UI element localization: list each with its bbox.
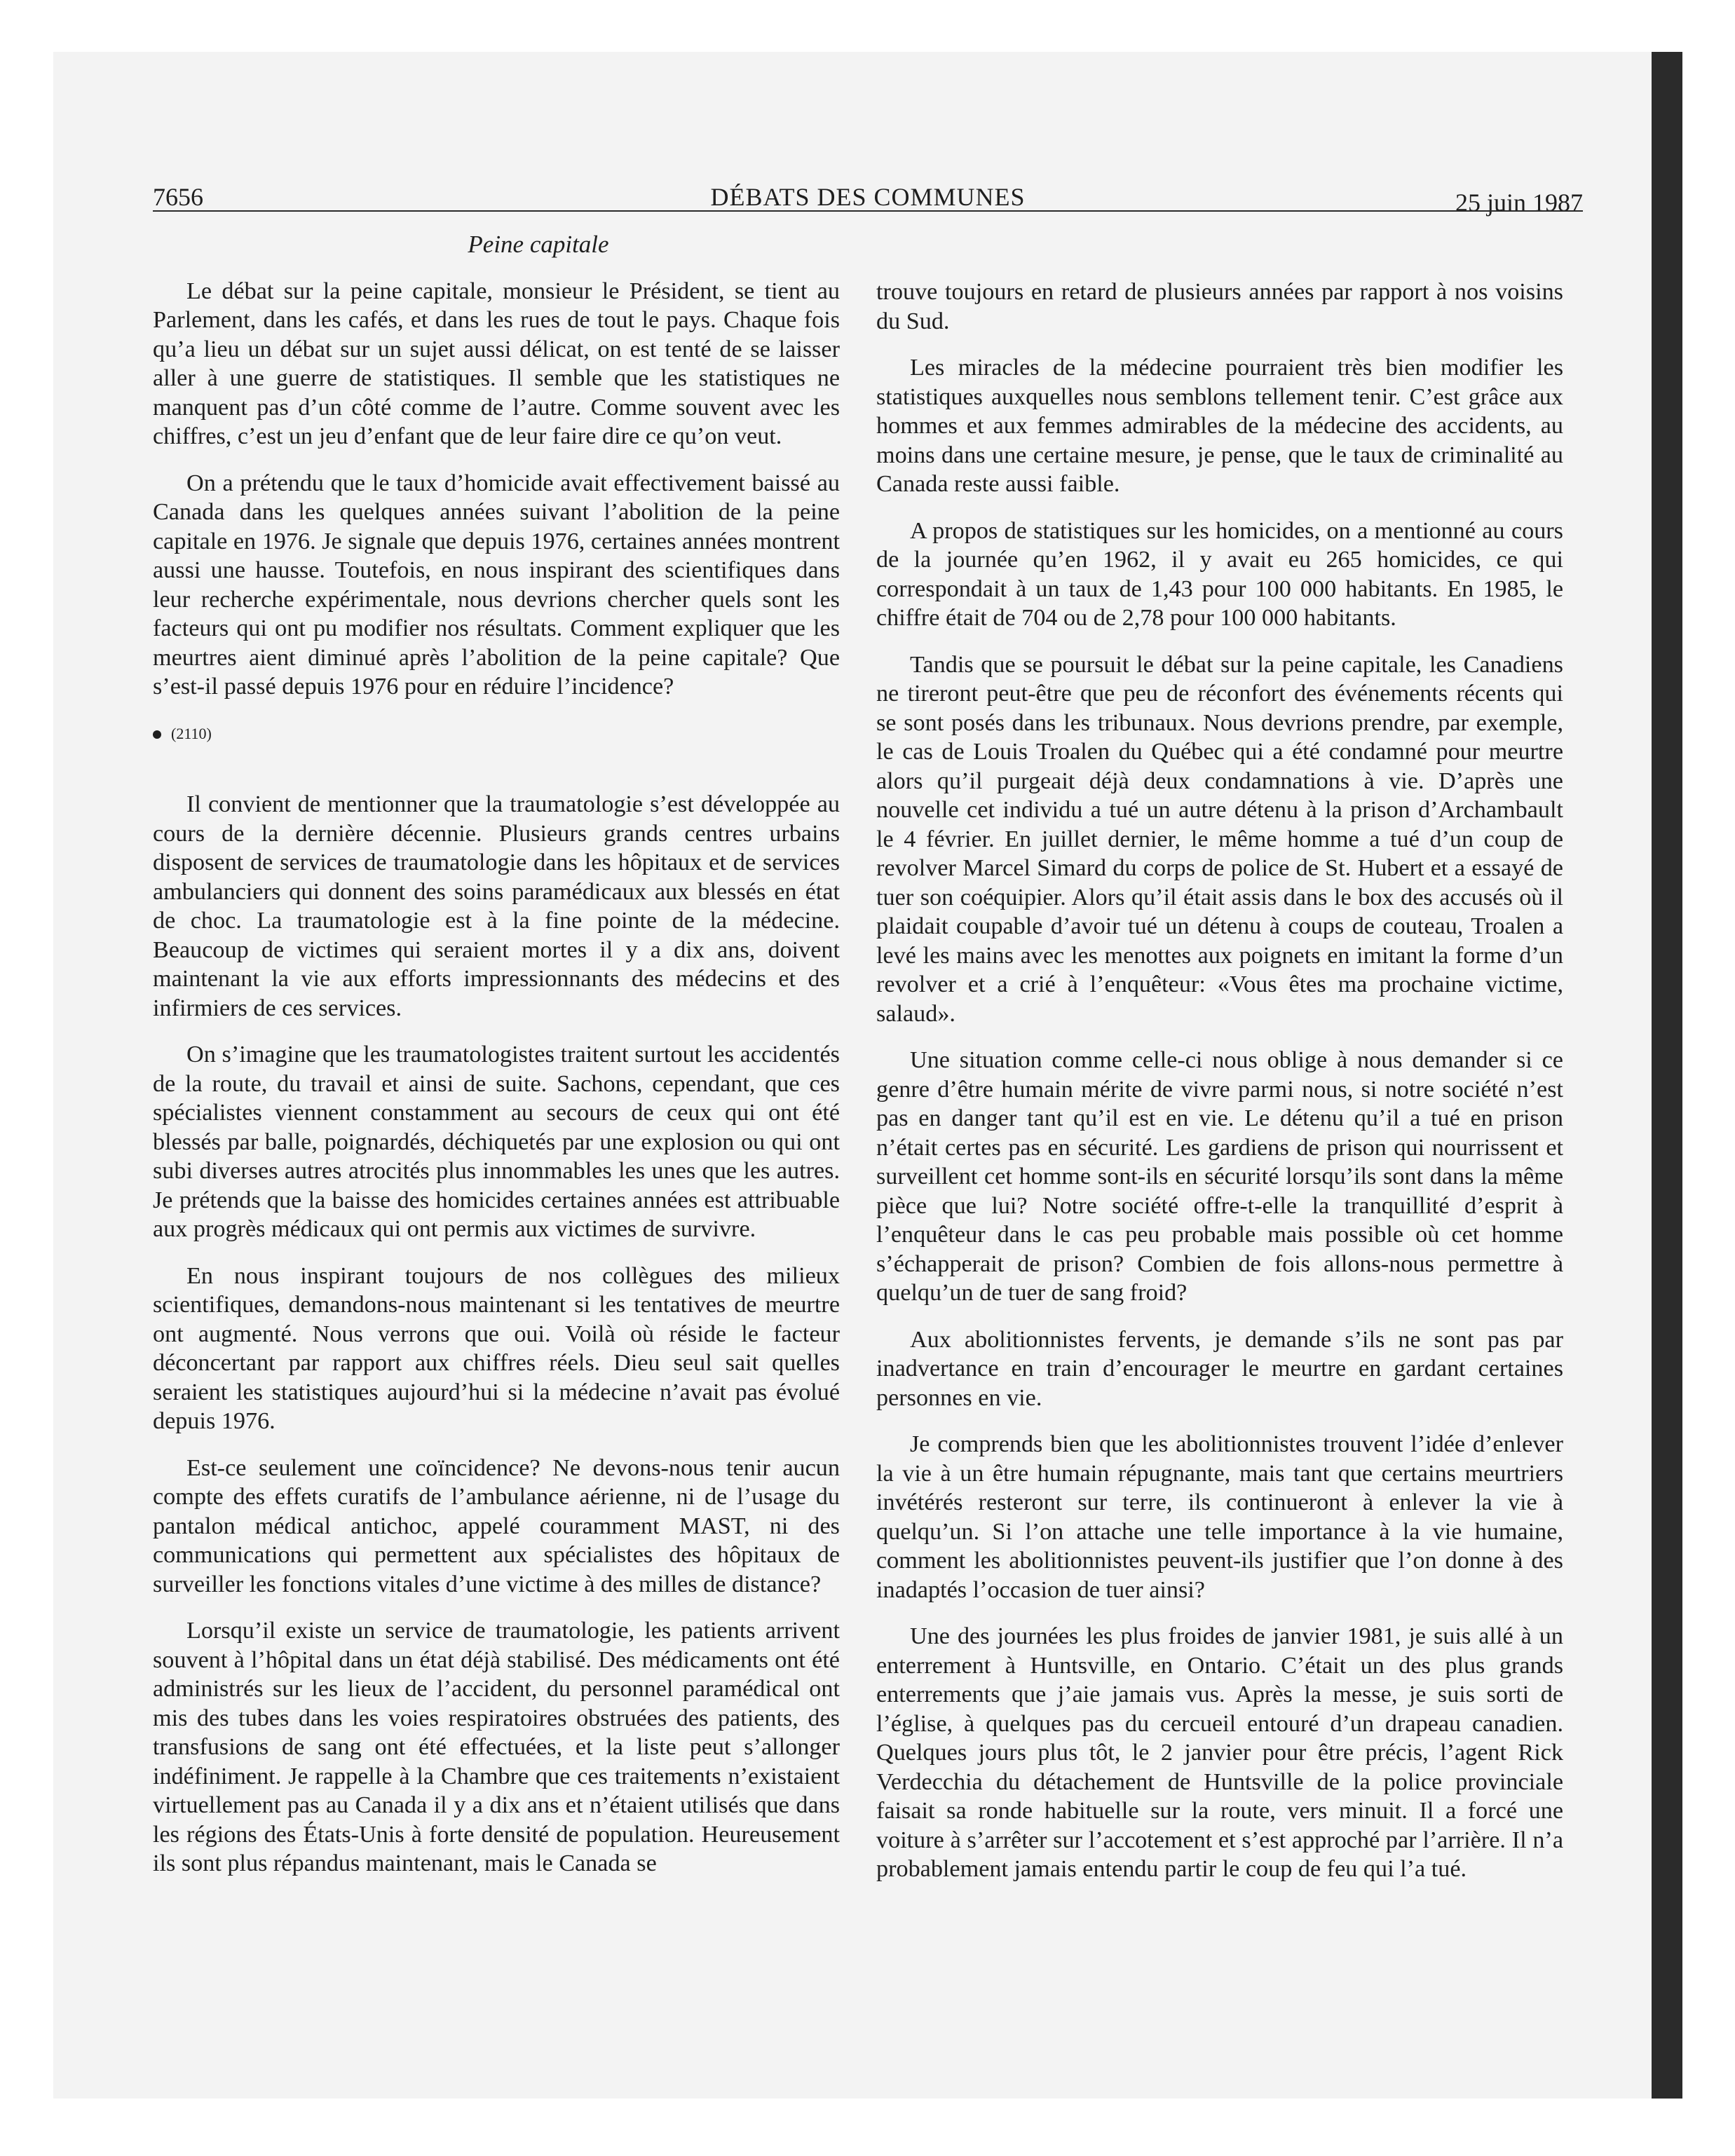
paragraph: Il convient de mentionner que la traumatologie s’est développée au cours de la dernière décennie. Plusieurs grands centres urbains disposent de services de traumatologie dans les hôpitaux et de services ambulanciers qui donnent des soins paramédicaux aux blessés en état de choc. La traumatologie est à la fine pointe de la médecine. Beaucoup de victimes qui seraient mortes il y a dix ans, doivent maintenant la vie aux efforts impressionnants des médecins et des infirmiers de ces services. — [153, 791, 840, 1021]
paragraph: Est-ce seulement une coïncidence? Ne devons-nous tenir aucun compte des effets curatifs de l’ambulance aérienne, ni de l’usage du pantalon médical antichoc, appelé couramment MAST, ni des communications qui permettent aux spécialistes des hôpitaux de surveiller les fonctions vitales d’une victime à des milles de distance? — [153, 1454, 840, 1597]
paragraph: Une des journées les plus froides de janvier 1981, je suis allé à un enterrement à Huntsville, en Ontario. C’était un des plus grands enterrements que j’aie jamais vus. Après la messe, je suis sorti de l’église, à quelques pas du cercueil entouré d’un drapeau canadien. Quelques jours plus tôt, le 2 janvier pour être précis, l’agent Rick Verdecchia du détachement de Huntsville de la police provinciale faisait sa ronde habituelle sur la route, vers minuit. Il a forcé une voiture à s’arrêter sur l’accotement et s’est approché par l’arrière. Il n’a probablement jamais entendu partir le coup de feu qui l’a tué. — [876, 1623, 1563, 1882]
section-title: Peine capitale — [468, 231, 609, 258]
paragraph: A propos de statistiques sur les homicides, on a mentionné au cours de la journée qu’en 1962, il y avait eu 265 homicides, ce qui correspondait à un taux de 1,43 pour 100 000 habitants. En 1985, le chiffre était de 704 ou de 2,78 pour 100 000 habitants. — [876, 517, 1563, 631]
paragraph: Tandis que se poursuit le débat sur la peine capitale, les Canadiens ne tireront peut-être que peu de réconfort des événements récents qui se sont posés dans les tribunaux. Nous devrions prendre, par exemple, le cas de Louis Troalen du Québec qui a été condamné pour meurtre alors qu’il purgeait déjà deux condamnations à vie. D’après une nouvelle cet individu a tué un autre détenu à la prison d’Archambault le 4 février. En juillet dernier, le même homme a tué d’un coup de revolver Marcel Simard du corps de police de St. Hubert et a essayé de tuer son coéquipier. Alors qu’il était assis dans le box des accusés où il plaidait coupable d’avoir tué un détenu à coups de couteau, Troalen a levé les mains avec les menottes aux poignets en imitant la forme d’un revolver et a crié à l’enquêteur: «Vous êtes ma prochaine victime, salaud». — [876, 651, 1563, 1027]
publication-date: 25 juin 1987 — [1455, 189, 1583, 217]
paragraph: On a prétendu que le taux d’homicide avait effectivement baissé au Canada dans les quelques années suivant l’abolition de la peine capitale en 1976. Je signale que depuis 1976, certaines années montrent aussi une hausse. Toutefois, en nous inspirant des scientifiques dans leur recherche expérimentale, nous devrions chercher quels sont les facteurs qui ont pu modifier nos résultats. Comment expliquer que les meurtres aient diminué après l’abolition de la peine capitale? Que s’est-il passé depuis 1976 pour en réduire l’incidence? — [153, 470, 840, 700]
bullet-icon — [153, 730, 161, 739]
paragraph: On s’imagine que les traumatologistes traitent surtout les accidentés de la route, du travail et ainsi de suite. Sachons, cependant, que ces spécialistes viennent constamment au secours de ceux qui ont été blessés par balle, poignardés, déchiquetés par une explosion ou qui ont subi diverses autres atrocités plus innommables les unes que les autres. Je prétends que la baisse des homicides certaines années est attribuable aux progrès médicaux qui ont permis aux victimes de survivre. — [153, 1042, 840, 1242]
scan-binding-edge — [1652, 52, 1682, 2099]
publication-title: DÉBATS DES COMMUNES — [710, 183, 1026, 211]
paragraph: Une situation comme celle-ci nous oblige à nous demander si ce genre d’être humain mérite de vivre parmi nous, si notre société n’est pas en danger tant qu’il est en vie. Le détenu qu’il a tué en prison n’était certes pas en sécurité. Les gardiens de prison qui nourrissent et surveillent cet homme sont-ils en sécurité lorsqu’ils sont dans la même pièce que lui? Notre société offre-t-elle la tranquillité d’esprit à l’enquêteur dans le cas peu probable mais possible où cet homme s’échapperait de prison? Combien de fois allons-nous permettre à quelqu’un de tuer de sang froid? — [876, 1047, 1563, 1306]
header-rule — [153, 210, 1583, 212]
time-marker-label: (2110) — [171, 724, 212, 742]
paragraph: Je comprends bien que les abolitionnistes trouvent l’idée d’enlever la vie à un être humain répugnante, mais tant que certains meurtriers invétérés resteront sur terre, ils continueront à enlever la vie à quelqu’un. Si l’on attache une telle importance à la vie humaine, comment les abolitionnistes peuvent-ils justifier que l’on donne à des inadaptés l’occasion de tuer ainsi? — [876, 1431, 1563, 1603]
right-column — [876, 278, 1563, 1902]
paragraph: Le débat sur la peine capitale, monsieur le Président, se tient au Parlement, dans les cafés, et dans les rues de tout le pays. Chaque fois qu’a lieu un débat sur un sujet aussi délicat, on est tenté de se laisser aller à une guerre de statistiques. Il semble que les statistiques ne manquent pas d’un côté comme de l’autre. Comme souvent avec les chiffres, c’est un jeu d’enfant que de leur faire dire ce qu’on veut. — [153, 278, 840, 449]
paragraph: Lorsqu’il existe un service de traumatologie, les patients arrivent souvent à l’hôpital dans un état déjà stabilisé. Des médicaments ont été administrés sur les lieux de l’accident, du personnel paramédical ont mis des tubes dans les voies respiratoires obstruées des patients, des transfusions de sang ont été effectuées, et la liste peut s’allonger indéfiniment. Je rappelle à la Chambre que ces traitements n’existaient virtuellement pas au Canada il y a dix ans et n’étaient utilisés que dans les régions des États-Unis à forte densité de population. Heureusement ils sont plus répandus maintenant, mais le Canada se — [153, 1618, 840, 1876]
left-column — [153, 230, 840, 1896]
time-marker — [153, 719, 840, 749]
paragraph-continued: trouve toujours en retard de plusieurs années par rapport à nos voisins du Sud. — [876, 279, 1563, 334]
page-number: 7656 — [153, 183, 203, 211]
paragraph: En nous inspirant toujours de nos collègues des milieux scientifiques, demandons-nous maintenant si les tentatives de meurtre ont augmenté. Nous verrons que oui. Voilà où réside le facteur déconcertant par rapport aux chiffres réels. Dieu seul sait quelles seraient les statistiques aujourd’hui si la médecine n’avait pas évolué depuis 1976. — [153, 1262, 840, 1434]
page-header — [153, 179, 1583, 217]
paragraph: Aux abolitionnistes fervents, je demande s’ils ne sont pas par inadvertance en train d’encourager le meurtre en gardant certaines personnes en vie. — [876, 1326, 1563, 1411]
paragraph: Les miracles de la médecine pourraient très bien modifier les statistiques auxquelles nous semblons tellement tenir. C’est grâce aux hommes et aux femmes admirables de la médecine des accidents, au moins dans une certaine mesure, je pense, que le taux de criminalité au Canada reste aussi faible. — [876, 355, 1563, 497]
